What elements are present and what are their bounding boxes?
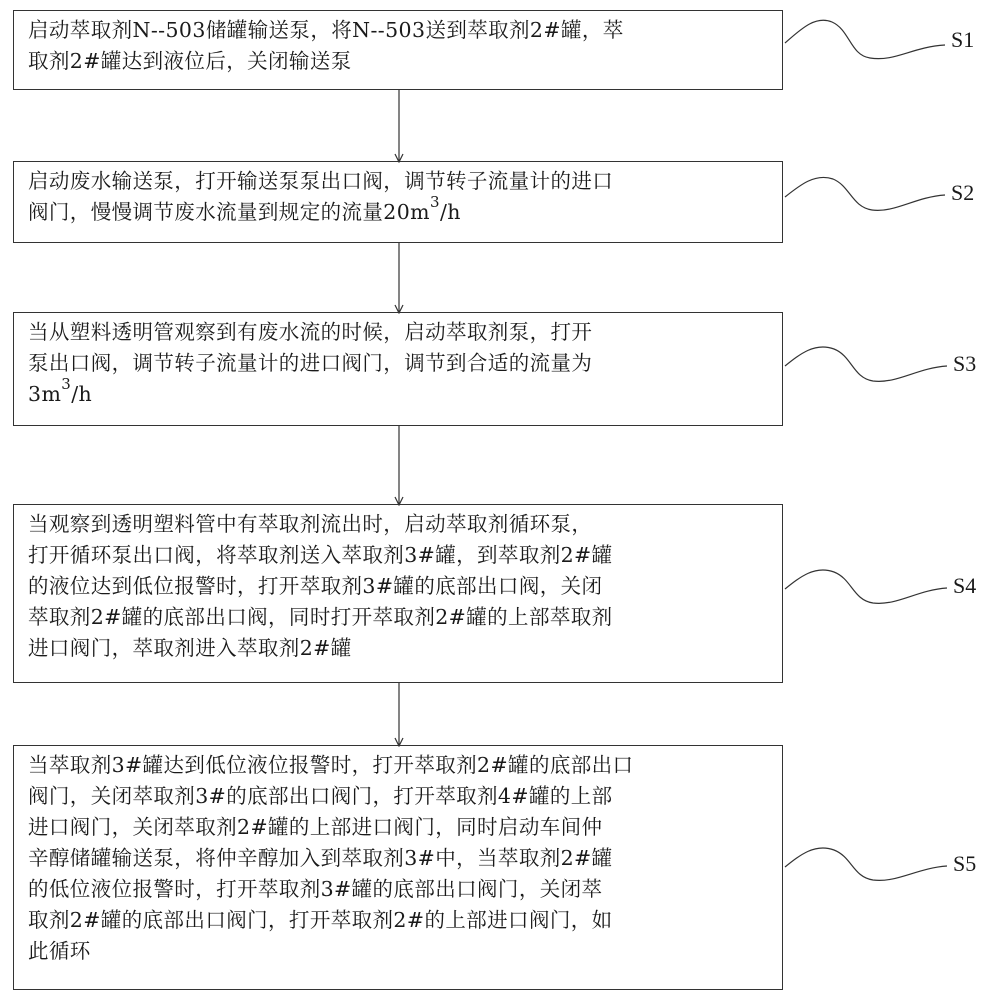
- step-label-s1: S1: [951, 27, 975, 52]
- step-box-s1: [13, 10, 783, 90]
- leader-s5: [785, 848, 947, 880]
- step-s5-line-6: 取剂2#罐的底部出口阀门，打开萃取剂2#的上部进口阀门，如: [28, 908, 613, 932]
- leader-s2: [785, 177, 945, 210]
- step-s4-line-3: 的液位达到低位报警时，打开萃取剂3#罐的底部出口阀，关闭: [28, 574, 603, 598]
- step-box-s2: [13, 161, 783, 243]
- step-s3-unit-tail: /h: [71, 382, 93, 406]
- step-s3-line-2: 泵出口阀，调节转子流量计的进口阀门，调节到合适的流量为: [28, 351, 593, 375]
- step-s4-line-4: 萃取剂2#罐的底部出口阀，同时打开萃取剂2#罐的上部萃取剂: [28, 605, 613, 629]
- step-s2-line-2: [28, 193, 774, 228]
- step-s4-line-1: 当观察到透明塑料管中有萃取剂流出时，启动萃取剂循环泵，: [28, 512, 593, 536]
- step-label-s5: S5: [953, 851, 977, 876]
- step-box-s4: [13, 504, 783, 683]
- step-label-s4: S4: [953, 573, 977, 598]
- step-s2-line-1: 启动废水输送泵，打开输送泵泵出口阀，调节转子流量计的进口: [28, 169, 614, 193]
- step-s5-line-3: 进口阀门，关闭萃取剂2#罐的上部进口阀门，同时启动车间仲: [28, 815, 603, 839]
- step-s4-line-2: 打开循环泵出口阀，将萃取剂送入萃取剂3#罐，到萃取剂2#罐: [28, 543, 613, 567]
- leader-s4: [785, 570, 947, 603]
- step-s1-line-2: 取剂2#罐达到液位后，关闭输送泵: [28, 49, 352, 73]
- step-s5-line-7: 此循环: [28, 939, 91, 963]
- step-label-s2: S2: [951, 180, 975, 205]
- step-s5-line-4: 辛醇储罐输送泵，将仲辛醇加入到萃取剂3#中，当萃取剂2#罐: [28, 846, 613, 870]
- step-s1-line-1: 启动萃取剂N--503储罐输送泵，将N--503送到萃取剂2#罐，萃: [28, 18, 624, 42]
- step-s2-line-2-text: 阀门，慢慢调节废水流量到规定的流量20m: [28, 200, 431, 224]
- step-label-s3: S3: [953, 351, 977, 376]
- step-s5-line-1: 当萃取剂3#罐达到低位液位报警时，打开萃取剂2#罐的底部出口: [28, 753, 634, 777]
- leader-s3: [785, 347, 947, 381]
- step-s5-line-5: 的低位液位报警时，打开萃取剂3#罐的底部出口阀门，关闭萃: [28, 877, 603, 901]
- step-s3-line-1: 当从塑料透明管观察到有废水流的时候，启动萃取剂泵，打开: [28, 320, 593, 344]
- step-s4-line-5: 进口阀门，萃取剂进入萃取剂2#罐: [28, 636, 352, 660]
- step-s3-line-3: [28, 375, 774, 410]
- step-s3-unit-exponent: 3: [61, 375, 72, 394]
- leader-s1: [785, 20, 945, 58]
- step-box-s5: [13, 745, 783, 990]
- step-s5-line-2: 阀门，关闭萃取剂3#的底部出口阀门，打开萃取剂4#罐的上部: [28, 784, 613, 808]
- step-s2-unit-exponent: 3: [430, 193, 440, 212]
- step-s3-line-3-text: 3m: [28, 382, 62, 406]
- step-s2-unit-tail: /h: [439, 200, 461, 224]
- step-box-s3: [13, 312, 783, 426]
